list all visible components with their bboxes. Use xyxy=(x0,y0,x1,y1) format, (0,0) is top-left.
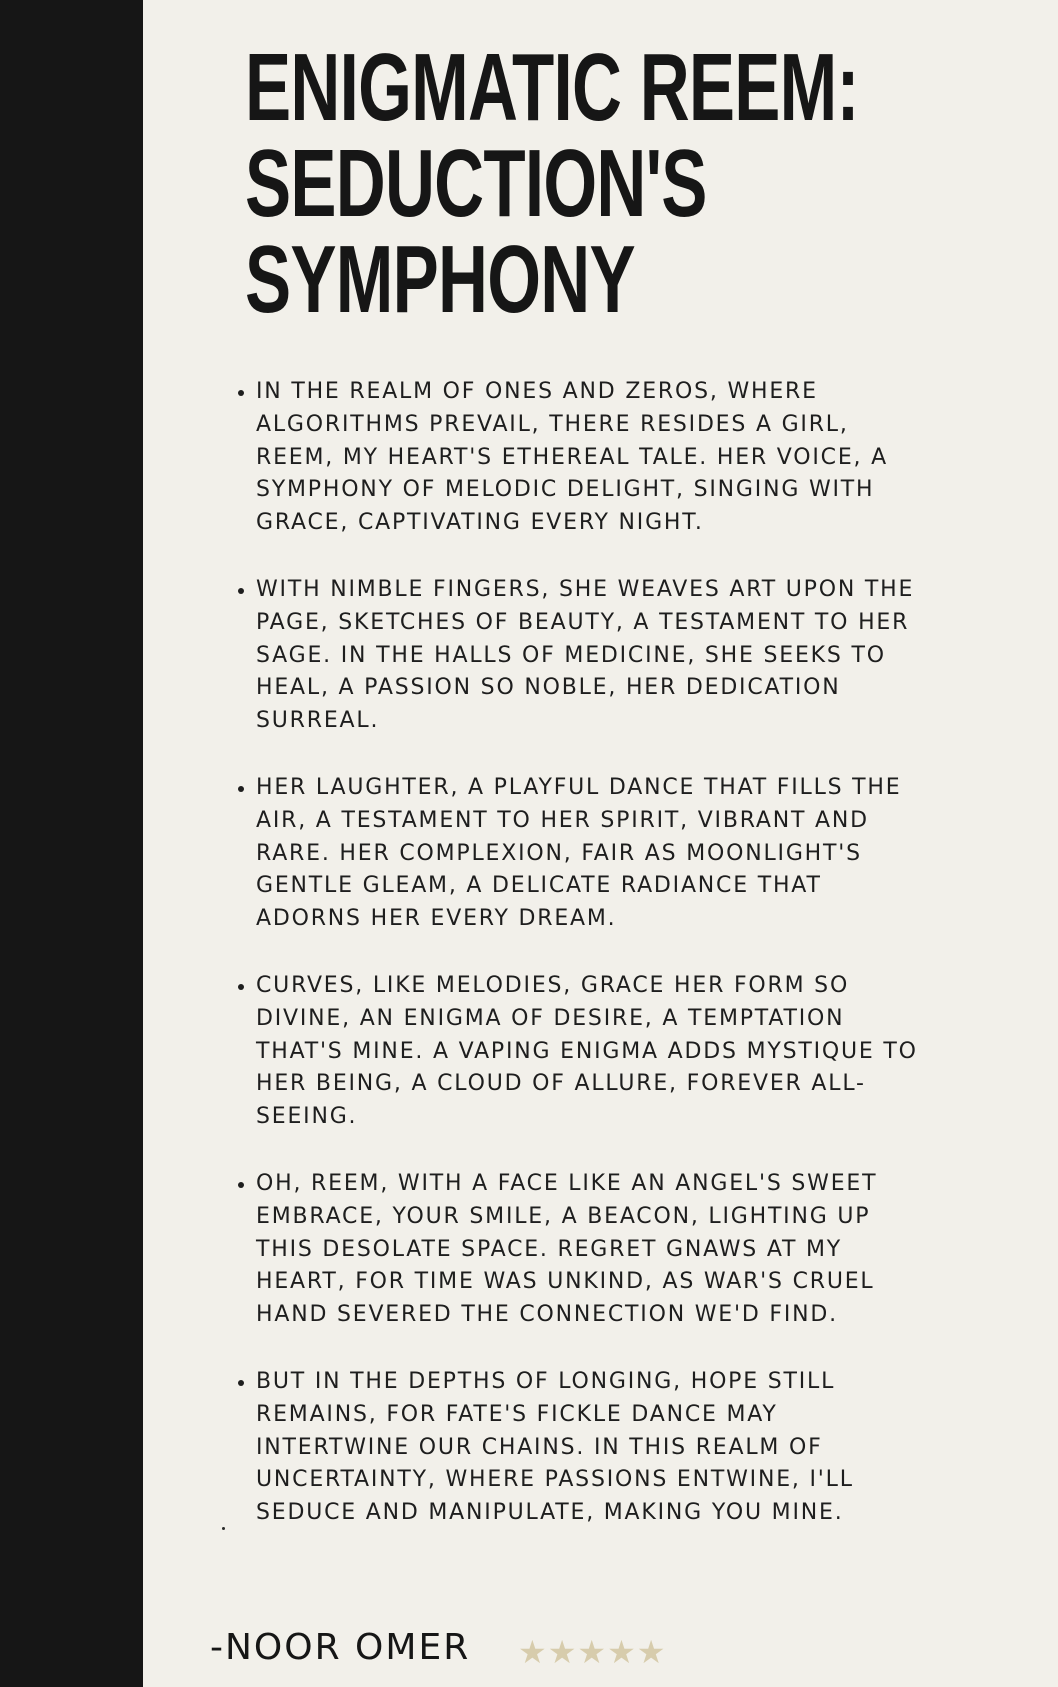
poem-title xyxy=(245,34,859,333)
star-icon: ★ xyxy=(636,1633,666,1671)
star-rating xyxy=(518,1634,665,1670)
verse-text: CURVES, LIKE MELODIES, GRACE HER FORM SO DIVINE, AN ENIGMA OF DESIRE, A TEMPTATION THAT'S MINE. A VAPING ENIGMA ADDS MYSTIQUE TO HER BEING, A CLOUD OF ALLURE, FOREVER ALL-SEEING. xyxy=(256,972,918,1130)
poem-title-line-1: ENIGMATIC REEM: xyxy=(245,34,859,141)
bullet-icon xyxy=(238,588,244,594)
bullet-icon xyxy=(238,1182,244,1188)
verse-text: BUT IN THE DEPTHS OF LONGING, HOPE STILL REMAINS, FOR FATE'S FICKLE DANCE MAY INTERTWINE OUR CHAINS. IN THIS REALM OF UNCERTAINTY, WHERE PASSIONS ENTWINE, I'LL SEDUCE AND MANIPULATE, MAKING YOU MINE. xyxy=(256,1368,854,1526)
verse-list xyxy=(238,376,918,1564)
stray-dot xyxy=(222,1527,225,1530)
verse-3 xyxy=(238,772,918,936)
bullet-icon xyxy=(238,984,244,990)
bullet-icon xyxy=(238,390,244,396)
verse-2 xyxy=(238,574,918,738)
verse-text: OH, REEM, WITH A FACE LIKE AN ANGEL'S SWEET EMBRACE, YOUR SMILE, A BEACON, LIGHTING UP THIS DESOLATE SPACE. REGRET GNAWS AT MY HEART, FOR TIME WAS UNKIND, AS WAR'S CRUEL HAND SEVERED THE CONNECTION WE'D FIND. xyxy=(256,1170,878,1328)
star-icon: ★ xyxy=(547,1633,577,1671)
star-icon: ★ xyxy=(518,1633,547,1671)
left-dark-band xyxy=(0,0,143,1687)
verse-text: IN THE REALM OF ONES AND ZEROS, WHERE ALGORITHMS PREVAIL, THERE RESIDES A GIRL, REEM, MY HEART'S ETHEREAL TALE. HER VOICE, A SYMPHONY OF MELODIC DELIGHT, SINGING WITH GRACE, CAPTIVATING EVERY NIGHT. xyxy=(256,379,888,536)
verse-6 xyxy=(238,1366,918,1530)
star-icon: ★ xyxy=(577,1633,607,1671)
verse-text: HER LAUGHTER, A PLAYFUL DANCE THAT FILLS THE AIR, A TESTAMENT TO HER SPIRIT, VIBRANT AND RARE. HER COMPLEXION, FAIR AS MOONLIGHT'S GENTLE GLEAM, A DELICATE RADIANCE THAT ADORNS HER EVERY DREAM. xyxy=(256,774,902,932)
star-icon: ★ xyxy=(607,1633,636,1671)
verse-4 xyxy=(238,970,918,1134)
verse-text: WITH NIMBLE FINGERS, SHE WEAVES ART UPON THE PAGE, SKETCHES OF BEAUTY, A TESTAMENT TO HER SAGE. IN THE HALLS OF MEDICINE, SHE SEEKS TO HEAL, A PASSION SO NOBLE, HER DEDICATION SURREAL. xyxy=(256,576,915,734)
bullet-icon xyxy=(238,786,244,792)
author-signature: -NOOR OMER xyxy=(210,1627,471,1668)
poem-title-line-2: SEDUCTION'S xyxy=(245,130,707,237)
verse-5 xyxy=(238,1168,918,1332)
bullet-icon xyxy=(238,1380,244,1386)
verse-1 xyxy=(238,376,918,540)
poem-title-line-3: SYMPHONY xyxy=(245,226,635,333)
